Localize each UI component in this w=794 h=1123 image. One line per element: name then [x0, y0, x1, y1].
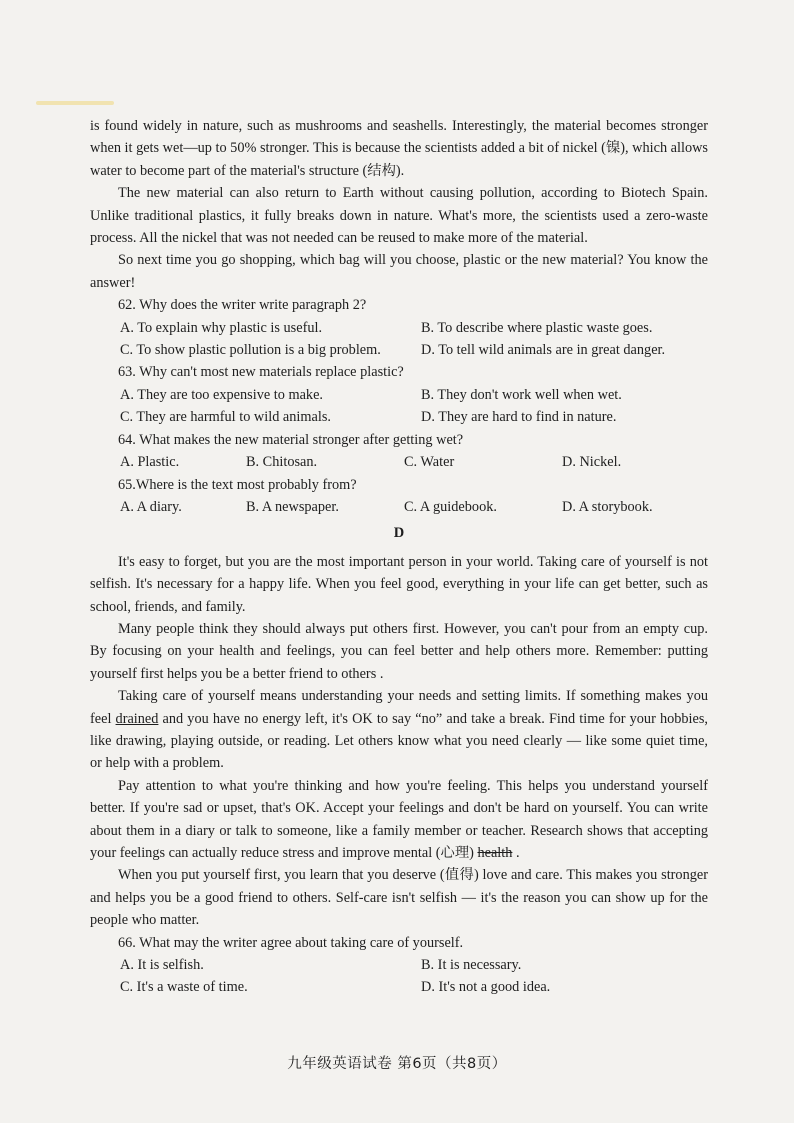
question-62 — [90, 294, 708, 361]
passage-d-paragraph-3 — [90, 685, 708, 775]
passage-c-paragraph-3: So next time you go shopping, which bag will you choose, plastic or the new material? You know the answer! — [90, 252, 708, 291]
option-a[interactable]: A. They are too expensive to make. — [120, 386, 324, 403]
passage-d-paragraph-1: It's easy to forget, but you are the most important person in your world. Taking care of yourself is not selfish. It's necessary for a happy life. When you feel good, everything in your life can get better, such as school, friends, and family. — [90, 553, 708, 615]
question-stem: 63. Why can't most new materials replace plastic? — [118, 364, 404, 381]
tape-mark — [36, 101, 114, 105]
option-c[interactable]: C. They are harmful to wild animals. — [120, 409, 331, 426]
option-b[interactable]: B. Chitosan. — [246, 454, 318, 471]
question-stem: 64. What makes the new material stronger after getting wet? — [118, 431, 464, 448]
question-stem: 65.Where is the text most probably from? — [118, 476, 357, 493]
paragraph-text: and you have no energy left, it's OK to say “no” and take a break. Find time for your hobbies, like drawing, playing outside, or reading. Let others know what you need clearly — like some quiet time, or help with a problem. — [90, 710, 709, 772]
passage-d-paragraph-2: Many people think they should always put others first. However, you can't pour from an empty cup. By focusing on your health and feelings, you can feel better and help others more. Remember: putting yourself first helps you be a better friend to others . — [90, 620, 708, 682]
question-64 — [90, 429, 708, 474]
option-c[interactable]: C. It's a waste of time. — [120, 979, 248, 996]
option-a[interactable]: A. To explain why plastic is useful. — [120, 319, 323, 336]
question-63 — [90, 361, 708, 428]
passage-d-paragraph-5: When you put yourself first, you learn that you deserve (值得) love and care. This makes you stronger and helps you be a good friend to others. Self-care isn't selfish — it's the reason you can show up for the people who matter. — [90, 867, 708, 929]
option-c[interactable]: C. Water — [404, 454, 455, 471]
exam-page-content — [90, 115, 708, 999]
question-65 — [90, 474, 708, 519]
option-d[interactable]: D. They are hard to find in nature. — [421, 409, 617, 426]
option-a[interactable]: A. Plastic. — [120, 454, 180, 471]
underlined-word: drained — [115, 710, 159, 727]
option-b[interactable]: B. They don't work well when wet. — [421, 386, 622, 403]
passage-c-paragraph-2: The new material can also return to Earth without causing pollution, according to Biotech Spain. Unlike traditional plastics, it fully breaks down in nature. What's more, the scientists used a zero-waste process. All the nickel that was not needed can be reused to make more of the material. — [90, 185, 708, 247]
passage-d-paragraph-4 — [90, 775, 708, 865]
page-footer: 九年级英语试卷 第6页（共8页） — [287, 1056, 507, 1072]
question-66 — [90, 932, 708, 999]
option-d[interactable]: D. It's not a good idea. — [421, 979, 551, 996]
option-b[interactable]: B. It is necessary. — [421, 957, 522, 974]
option-b[interactable]: B. To describe where plastic waste goes. — [421, 319, 653, 336]
section-title: D — [393, 525, 405, 542]
paragraph-text: . — [512, 845, 520, 861]
option-b[interactable]: B. A newspaper. — [246, 498, 339, 515]
option-d[interactable]: D. To tell wild animals are in great danger. — [421, 342, 666, 359]
option-c[interactable]: C. A guidebook. — [404, 498, 497, 515]
paragraph-text: Pay attention to what you're thinking and how you're feeling. This helps you understand yourself better. If you're sad or upset, that's OK. Accept your feelings and don't be hard on yourself. You can write about them in a diary or talk to someone, like a family member or teacher. Research shows that accepting your feelings can actually reduce stress and improve mental (心理) — [90, 777, 708, 861]
paragraph-text: Taking care of yourself means understanding your needs and setting limits. If something makes you feel — [90, 688, 708, 727]
question-stem: 66. What may the writer agree about taking care of yourself. — [118, 934, 464, 951]
struck-word: health — [477, 845, 513, 861]
passage-c-paragraph-1: is found widely in nature, such as mushrooms and seashells. Interestingly, the material becomes stronger when it gets wet—up to 50% stronger. This is because the scientists added a bit of nickel (镍), which allows water to become part of the material's structure (结构). — [90, 118, 708, 179]
question-stem: 62. Why does the writer write paragraph 2? — [118, 297, 367, 314]
option-d[interactable]: D. A storybook. — [562, 498, 653, 515]
option-a[interactable]: A. It is selfish. — [120, 957, 204, 974]
option-d[interactable]: D. Nickel. — [562, 454, 622, 471]
option-c[interactable]: C. To show plastic pollution is a big problem. — [120, 342, 381, 359]
option-a[interactable]: A. A diary. — [120, 498, 182, 515]
